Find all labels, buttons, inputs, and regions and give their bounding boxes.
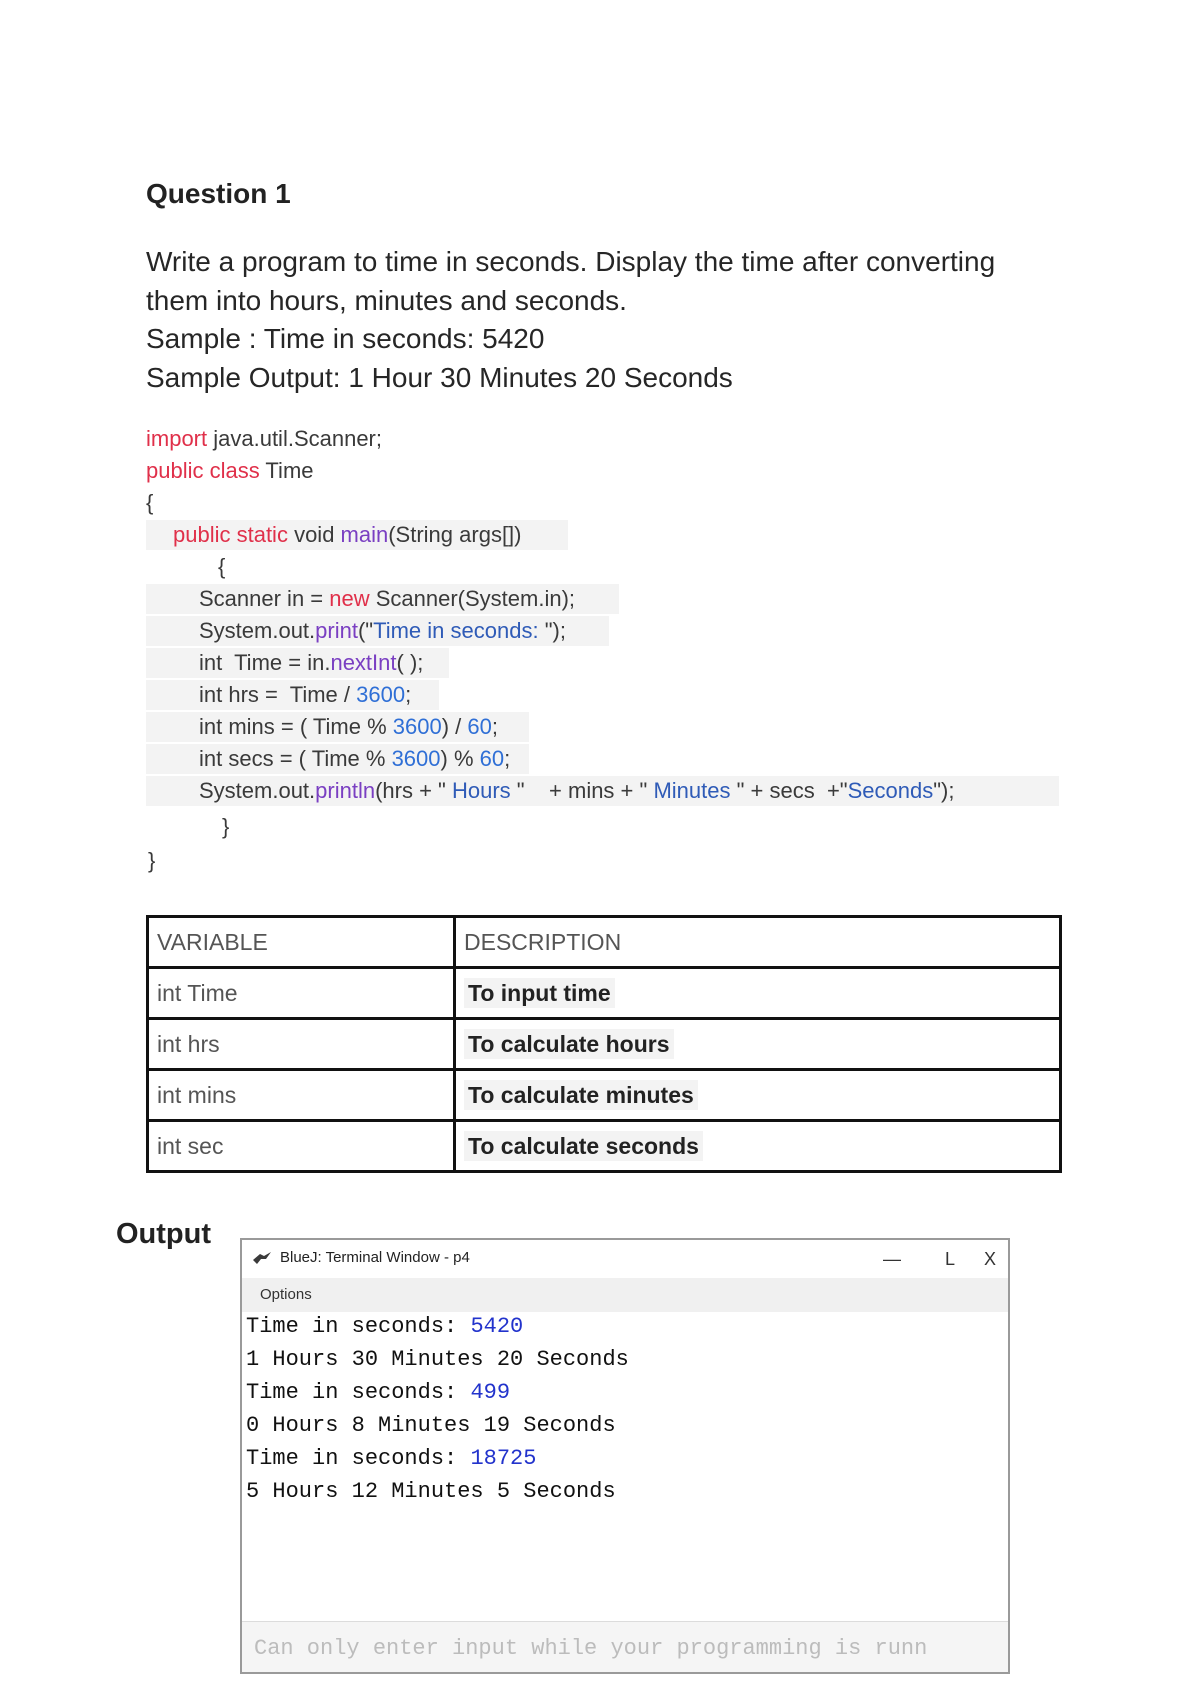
description-text: To calculate hours [464, 1029, 674, 1059]
code-text: System.out. [199, 778, 316, 803]
terminal-window [240, 1238, 1010, 1674]
code-keyword: new [329, 586, 370, 611]
terminal-result-text: 1 Hours 30 Minutes 20 Seconds [246, 1347, 629, 1372]
code-text: ) % [440, 746, 480, 771]
terminal-input-field[interactable] [252, 1632, 996, 1664]
menu-options[interactable]: Options [260, 1286, 312, 1303]
terminal-line [246, 1380, 510, 1405]
question-text-line-2: them into hours, minutes and seconds. [146, 285, 627, 316]
code-string: Seconds [847, 778, 934, 803]
code-text: int hrs = Time / [199, 682, 357, 707]
code-line-4 [146, 520, 568, 550]
terminal-title: BlueJ: Terminal Window - p4 [280, 1249, 470, 1266]
code-text: "); [933, 778, 955, 803]
bluej-bird-icon [252, 1251, 272, 1265]
output-heading: Output [116, 1218, 212, 1250]
code-line-2 [146, 456, 314, 486]
code-line-14 [148, 846, 155, 876]
terminal-titlebar[interactable] [242, 1240, 1008, 1278]
maximize-button[interactable]: L [944, 1249, 955, 1269]
code-method: nextInt [330, 650, 397, 675]
code-text: ; [491, 714, 499, 739]
code-number: 3600 [392, 714, 442, 739]
table-row [148, 1019, 1061, 1070]
code-line-11 [146, 744, 529, 774]
code-text: " + secs +" [730, 778, 848, 803]
code-line-6 [146, 584, 619, 614]
code-method: println [315, 778, 376, 803]
code-text: " + mins + " [510, 778, 654, 803]
code-text: ( ); [396, 650, 424, 675]
code-text: ) / [441, 714, 468, 739]
description-text: To calculate minutes [464, 1080, 698, 1110]
table-header-row [148, 917, 1061, 968]
table-row [148, 1121, 1061, 1172]
code-line-13 [222, 812, 229, 842]
code-number: 60 [467, 714, 492, 739]
code-text: { [146, 490, 154, 515]
terminal-prompt-text: Time in seconds: [246, 1446, 471, 1471]
table-header-variable: VARIABLE [148, 917, 455, 968]
sample-output-line: Sample Output: 1 Hour 30 Minutes 20 Seconds [146, 362, 733, 393]
terminal-prompt-text: Time in seconds: [246, 1314, 471, 1339]
code-text: Scanner(System.in); [369, 586, 576, 611]
code-string: Hours [451, 778, 511, 803]
code-method: main [340, 522, 389, 547]
table-row [148, 968, 1061, 1019]
question-title: Question 1 [146, 178, 291, 209]
code-keyword: public static [173, 522, 288, 547]
terminal-result-text: 5 Hours 12 Minutes 5 Seconds [246, 1479, 616, 1504]
code-text: Time [259, 458, 314, 483]
close-button[interactable]: X [983, 1249, 996, 1269]
code-line-10 [146, 712, 529, 742]
code-number: 3600 [356, 682, 406, 707]
code-text: java.util.Scanner; [207, 426, 382, 451]
code-line-3 [146, 488, 153, 518]
code-line-7 [146, 616, 609, 646]
code-text: (hrs + " [375, 778, 452, 803]
code-line-1 [146, 424, 382, 454]
code-text: int Time = in. [199, 650, 331, 675]
code-line-9 [146, 680, 439, 710]
terminal-line [246, 1347, 629, 1372]
table-cell-variable: int hrs [148, 1019, 455, 1070]
code-number: 60 [479, 746, 505, 771]
table-cell-description [455, 968, 1061, 1019]
table-cell-variable: int sec [148, 1121, 455, 1172]
code-number: 3600 [391, 746, 441, 771]
terminal-user-input: 5420 [470, 1314, 524, 1339]
table-cell-variable: int Time [148, 968, 455, 1019]
table-cell-description [455, 1019, 1061, 1070]
code-text: System.out. [199, 618, 316, 643]
terminal-result-text: 0 Hours 8 Minutes 19 Seconds [246, 1413, 616, 1438]
description-text: To input time [464, 978, 615, 1008]
code-keyword: import [146, 426, 208, 451]
code-text: ; [504, 746, 511, 771]
code-text: "); [544, 618, 566, 643]
table-cell-description [455, 1121, 1061, 1172]
sample-input-line: Sample : Time in seconds: 5420 [146, 323, 545, 354]
code-line-12 [146, 776, 1059, 806]
terminal-menubar [242, 1278, 1008, 1313]
terminal-line [246, 1314, 523, 1339]
table-cell-description [455, 1070, 1061, 1121]
terminal-output[interactable] [242, 1312, 1008, 1622]
table-cell-variable: int mins [148, 1070, 455, 1121]
variable-table [146, 915, 1062, 1173]
code-string: Time in seconds: [373, 618, 545, 643]
terminal-line [246, 1446, 536, 1471]
code-text: { [218, 554, 226, 579]
description-text: To calculate seconds [464, 1131, 703, 1161]
terminal-input-bar [242, 1621, 1008, 1672]
table-header-description: DESCRIPTION [455, 917, 1061, 968]
code-keyword: public class [146, 458, 260, 483]
code-text: int secs = ( Time % [199, 746, 392, 771]
minimize-button[interactable]: — [883, 1249, 901, 1269]
code-line-5 [218, 552, 225, 582]
terminal-user-input: 18725 [470, 1446, 537, 1471]
code-text: } [148, 848, 156, 873]
question-text-line-1: Write a program to time in seconds. Display the time after converting [146, 246, 996, 277]
terminal-line [246, 1479, 616, 1504]
code-line-8 [146, 648, 449, 678]
code-method: print [315, 618, 358, 643]
terminal-user-input: 499 [470, 1380, 511, 1405]
code-text: ; [405, 682, 412, 707]
code-text: void [287, 522, 341, 547]
code-text: int mins = ( Time % [199, 714, 393, 739]
terminal-prompt-text: Time in seconds: [246, 1380, 471, 1405]
table-row [148, 1070, 1061, 1121]
code-text: Scanner in = [199, 586, 330, 611]
code-text: } [222, 814, 230, 839]
code-text: (String args[]) [388, 522, 522, 547]
terminal-line [246, 1413, 616, 1438]
code-string: Minutes [653, 778, 731, 803]
code-text: (" [357, 618, 374, 643]
